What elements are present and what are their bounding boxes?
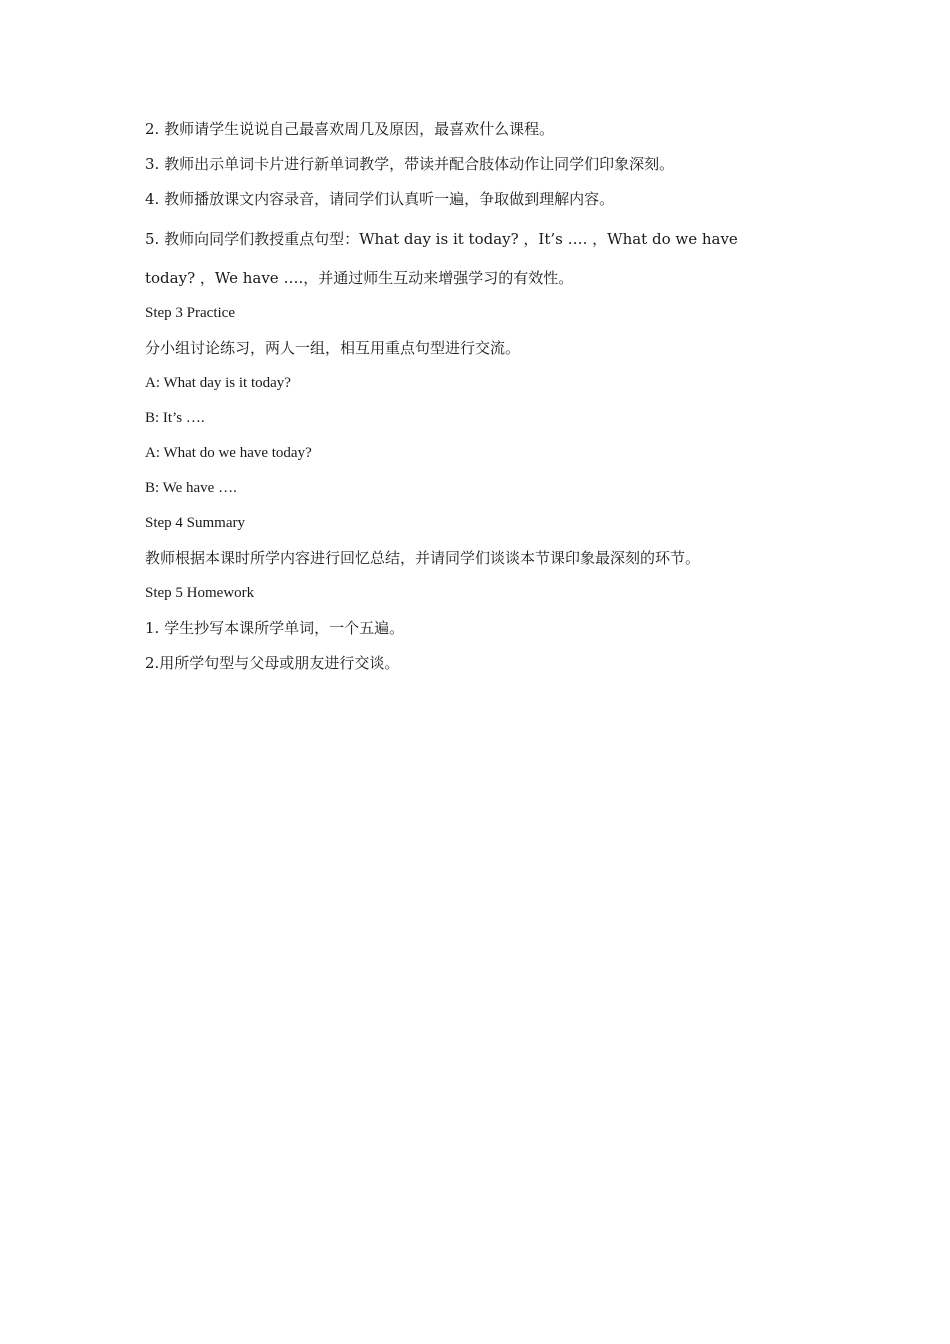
- dialogue-line-b1: B: It’s ….: [145, 410, 205, 426]
- dialogue-line-b2: B: We have ….: [145, 480, 237, 496]
- step5-heading: Step 5 Homework: [145, 585, 255, 601]
- step4-heading: Step 4 Summary: [145, 515, 245, 531]
- homework-item-1: 1. 学生抄写本课所学单词，一个五遍。: [145, 619, 405, 637]
- step2-item-5-line1: 5. 教师向同学们教授重点句型：What day is it today? ，It’s …. ，What do we have: [145, 230, 738, 248]
- document-body: [145, 112, 807, 681]
- dialogue-line-a1: A: What day is it today?: [145, 375, 291, 391]
- step3-description: 分小组讨论练习，两人一组，相互用重点句型进行交流。: [145, 339, 521, 357]
- step2-item-5-line2: today? ，We have ….，并通过师生互动来增强学习的有效性。: [145, 269, 574, 287]
- step2-item-3: 3. 教师出示单词卡片进行新单词教学，带读并配合肢体动作让同学们印象深刻。: [145, 155, 675, 173]
- step3-heading: Step 3 Practice: [145, 305, 235, 321]
- step2-item-4: 4. 教师播放课文内容录音，请同学们认真听一遍，争取做到理解内容。: [145, 190, 615, 208]
- step2-item-2: 2. 教师请学生说说自己最喜欢周几及原因，最喜欢什么课程。: [145, 120, 555, 138]
- step4-description: 教师根据本课时所学内容进行回忆总结，并请同学们谈谈本节课印象最深刻的环节。: [145, 549, 701, 567]
- homework-item-2: 2.用所学句型与父母或朋友进行交谈。: [145, 654, 400, 672]
- dialogue-line-a2: A: What do we have today?: [145, 445, 312, 461]
